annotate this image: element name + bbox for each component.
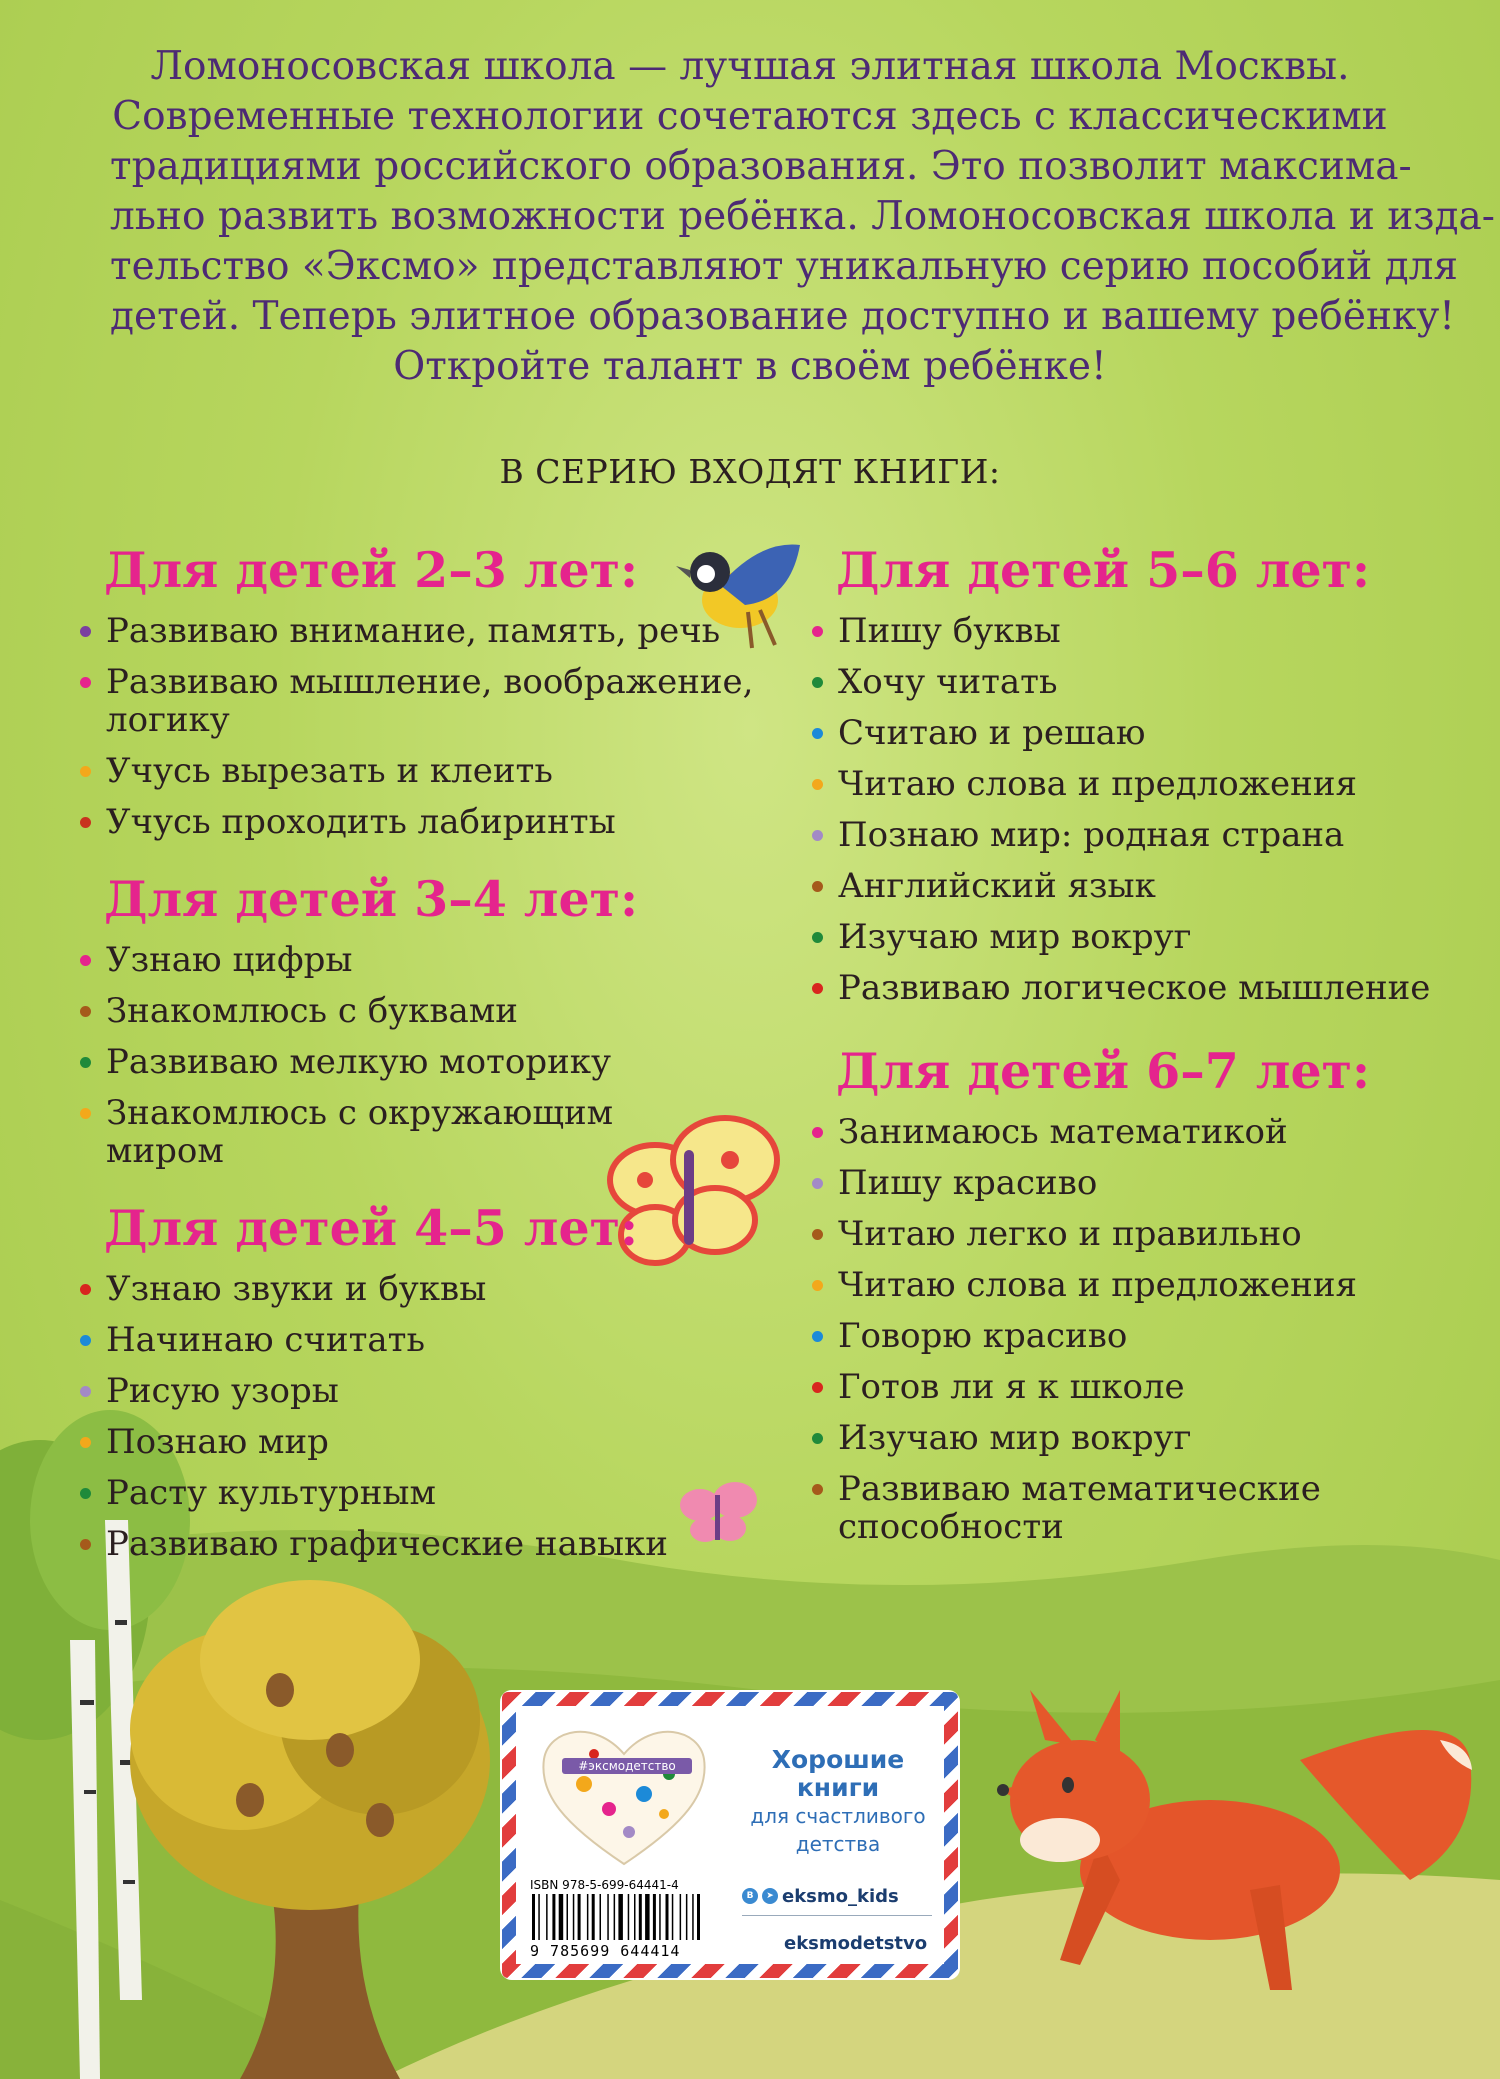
stamp-body	[516, 1706, 944, 1964]
book-item	[812, 1266, 1462, 1304]
social-links	[742, 1881, 932, 1958]
book-list	[812, 612, 1462, 1007]
book-item	[812, 1317, 1462, 1355]
book-item	[80, 992, 720, 1030]
bullet-dot-icon	[812, 626, 823, 637]
bullet-dot-icon	[812, 677, 823, 688]
book-item	[812, 918, 1462, 956]
bullet-dot-icon	[812, 1280, 823, 1291]
bullet-dot-icon	[812, 1229, 823, 1240]
book-title	[838, 918, 1191, 956]
social-handle[interactable]: eksmodetstvo	[784, 1932, 928, 1954]
group-title: Для детей 5–6 лет:	[836, 541, 1371, 599]
bullet-dot-icon	[812, 1178, 823, 1189]
book-title	[106, 1043, 611, 1081]
book-title-line: Считаю и решаю	[838, 713, 1146, 753]
book-title	[106, 1270, 486, 1308]
bullet-dot-icon	[80, 817, 91, 828]
heart-logo-icon	[534, 1714, 714, 1874]
bullet-dot-icon	[80, 1057, 91, 1068]
book-title	[106, 992, 518, 1030]
bullet-dot-icon	[80, 626, 91, 637]
book-title	[106, 663, 753, 739]
bullet-dot-icon	[80, 1437, 91, 1448]
book-item	[80, 1043, 720, 1081]
book-title-line: Развиваю логическое мышление	[838, 968, 1431, 1008]
book-list	[80, 941, 720, 1170]
book-item	[812, 969, 1462, 1007]
book-title	[106, 1525, 668, 1563]
group-6-7	[812, 1041, 1462, 1546]
divider	[742, 1915, 932, 1916]
book-title	[838, 765, 1357, 803]
slogan-line: детства	[795, 1832, 881, 1856]
series-heading: В СЕРИЮ ВХОДЯТ КНИГИ:	[499, 452, 1001, 491]
book-item	[812, 765, 1462, 803]
bullet-dot-icon	[812, 932, 823, 943]
intro-line: Откройте талант в своём ребёнке!	[393, 344, 1107, 389]
bullet-dot-icon	[80, 1488, 91, 1499]
book-title-line: Знакомлюсь с буквами	[106, 991, 518, 1031]
group-title: Для детей 4–5 лет:	[104, 1199, 639, 1257]
book-title	[838, 816, 1344, 854]
book-title	[106, 1321, 425, 1359]
book-item	[812, 1164, 1462, 1202]
book-title-line: Знакомлюсь с окружающим	[106, 1093, 614, 1133]
book-title-line: Занимаюсь математикой	[838, 1112, 1288, 1152]
slogan-line: книги	[796, 1773, 880, 1802]
book-title	[106, 1474, 436, 1512]
book-title-line: Учусь вырезать и клеить	[106, 751, 553, 791]
book-item	[80, 612, 720, 650]
book-title-line: Хочу читать	[838, 662, 1058, 702]
bullet-dot-icon	[812, 1127, 823, 1138]
bullet-dot-icon	[80, 1386, 91, 1397]
book-title-line: миром	[106, 1131, 224, 1171]
book-title	[838, 969, 1430, 1007]
book-title-line: Читаю слова и предложения	[838, 764, 1357, 804]
book-title-line: Начинаю считать	[106, 1320, 425, 1360]
bullet-dot-icon	[812, 983, 823, 994]
bullet-dot-icon	[80, 1539, 91, 1550]
book-title	[838, 1368, 1185, 1406]
bullet-dot-icon	[812, 1433, 823, 1444]
book-title-line: Развиваю мышление, воображение,	[106, 662, 754, 702]
book-title-line: Изучаю мир вокруг	[838, 1418, 1192, 1458]
book-title	[838, 1317, 1127, 1355]
intro-line: тельство «Эксмо» представляют уникальную серию пособий для	[110, 244, 1459, 289]
book-title	[838, 714, 1145, 752]
book-title-line: Английский язык	[838, 866, 1156, 906]
book-item	[80, 941, 720, 979]
book-title	[106, 752, 553, 790]
book-item	[80, 1423, 720, 1461]
book-title-line: Развиваю графические навыки	[106, 1524, 668, 1564]
bullet-dot-icon	[812, 728, 823, 739]
intro-line: льно развить возможности ребёнка. Ломоносовская школа и изда-	[110, 194, 1495, 239]
bullet-dot-icon	[812, 830, 823, 841]
book-title	[838, 1470, 1321, 1546]
book-title	[838, 1164, 1097, 1202]
social-row-kids	[742, 1881, 932, 1911]
bullet-dot-icon	[80, 1284, 91, 1295]
intro-line: традициями российского образования. Это позволит максима-	[110, 144, 1412, 189]
vk-icon: B	[742, 1888, 758, 1904]
book-item	[812, 714, 1462, 752]
book-item	[80, 1372, 720, 1410]
group-title: Для детей 3–4 лет:	[104, 870, 639, 928]
bullet-dot-icon	[812, 1382, 823, 1393]
intro-line: Ломоносовская школа — лучшая элитная школа Москвы.	[150, 44, 1350, 89]
group-4-5	[80, 1198, 720, 1563]
slogan-line: для счастливого	[750, 1804, 926, 1828]
book-title-line: логику	[106, 700, 230, 740]
book-title	[838, 867, 1156, 905]
book-item	[80, 1474, 720, 1512]
book-item	[812, 816, 1462, 854]
book-title-line: Изучаю мир вокруг	[838, 917, 1192, 957]
book-title-line: Готов ли я к школе	[838, 1367, 1185, 1407]
book-title	[838, 1113, 1288, 1151]
book-item	[812, 1113, 1462, 1151]
book-title-line: Рисую узоры	[106, 1371, 339, 1411]
bullet-dot-icon	[80, 766, 91, 777]
group-5-6	[812, 540, 1462, 1007]
left-column	[80, 540, 754, 1591]
intro-line: Современные технологии сочетаются здесь с классическими	[112, 94, 1388, 139]
book-title-line: Познаю мир	[106, 1422, 329, 1462]
book-title-line: Пишу буквы	[838, 611, 1061, 651]
group-3-4	[80, 869, 720, 1170]
book-title-line: Говорю красиво	[838, 1316, 1128, 1356]
book-title	[838, 663, 1058, 701]
bullet-dot-icon	[812, 1331, 823, 1342]
book-title	[106, 1094, 613, 1170]
book-item	[812, 867, 1462, 905]
intro-line: детей. Теперь элитное образование доступно и вашему ребёнку!	[110, 294, 1455, 339]
book-list	[80, 611, 754, 842]
book-title	[838, 1215, 1302, 1253]
book-title	[838, 1266, 1357, 1304]
book-item	[812, 663, 1462, 701]
book-item	[812, 612, 1462, 650]
slogan	[738, 1746, 938, 1858]
intro-paragraph	[110, 42, 1495, 392]
book-title-line: Узнаю звуки и буквы	[106, 1269, 487, 1309]
right-column	[812, 540, 1462, 1574]
book-list	[80, 1270, 720, 1563]
book-title-line: Развиваю внимание, память, речь	[106, 611, 721, 651]
bullet-dot-icon	[80, 955, 91, 966]
book-title	[106, 803, 616, 841]
bullet-dot-icon	[812, 881, 823, 892]
group-title: Для детей 2–3 лет:	[104, 541, 639, 599]
telegram-icon: ➤	[762, 1888, 778, 1904]
barcode-number: 9 785699 644414	[530, 1942, 681, 1960]
book-item	[812, 1419, 1462, 1457]
book-title-line: Пишу красиво	[838, 1163, 1098, 1203]
book-list	[812, 1113, 1462, 1546]
bullet-dot-icon	[80, 677, 91, 688]
book-item	[80, 803, 720, 841]
book-item	[80, 1094, 720, 1170]
book-title	[838, 612, 1061, 650]
publisher-stamp	[510, 1700, 950, 1970]
book-item	[80, 752, 720, 790]
slogan-line: Хорошие	[771, 1745, 905, 1774]
book-title-line: Узнаю цифры	[106, 940, 353, 980]
book-title-line: Читаю слова и предложения	[838, 1265, 1357, 1305]
book-title-line: Читаю легко и правильно	[838, 1214, 1302, 1254]
social-handle[interactable]: eksmo_kids	[782, 1885, 899, 1907]
bullet-dot-icon	[80, 1335, 91, 1346]
bullet-dot-icon	[80, 1006, 91, 1017]
book-title-line: Расту культурным	[106, 1473, 436, 1513]
bullet-dot-icon	[812, 1484, 823, 1495]
book-item	[80, 1270, 720, 1308]
bullet-dot-icon	[80, 1108, 91, 1119]
book-title	[106, 612, 720, 650]
book-title	[838, 1419, 1191, 1457]
book-title-line: Учусь проходить лабиринты	[106, 802, 616, 842]
isbn-label: ISBN 978-5-699-64441-4	[530, 1878, 679, 1892]
hashtag-label: #эксмодетство	[562, 1758, 692, 1774]
barcode-icon	[530, 1894, 720, 1942]
book-title	[106, 1423, 329, 1461]
book-item	[80, 1525, 720, 1563]
bullet-dot-icon	[812, 779, 823, 790]
group-2-3	[80, 540, 754, 842]
book-item	[812, 1368, 1462, 1406]
book-title-line: Развиваю мелкую моторику	[106, 1042, 612, 1082]
book-title	[106, 1372, 339, 1410]
book-item	[812, 1215, 1462, 1253]
book-title	[106, 941, 352, 979]
book-item	[80, 1321, 720, 1359]
group-title: Для детей 6–7 лет:	[836, 1042, 1371, 1100]
book-item	[812, 1470, 1462, 1546]
social-row-detstvo	[784, 1928, 932, 1958]
book-item	[80, 662, 754, 740]
book-title-line: способности	[838, 1507, 1064, 1547]
book-title-line: Развиваю математические	[838, 1469, 1321, 1509]
book-title-line: Познаю мир: родная страна	[838, 815, 1345, 855]
